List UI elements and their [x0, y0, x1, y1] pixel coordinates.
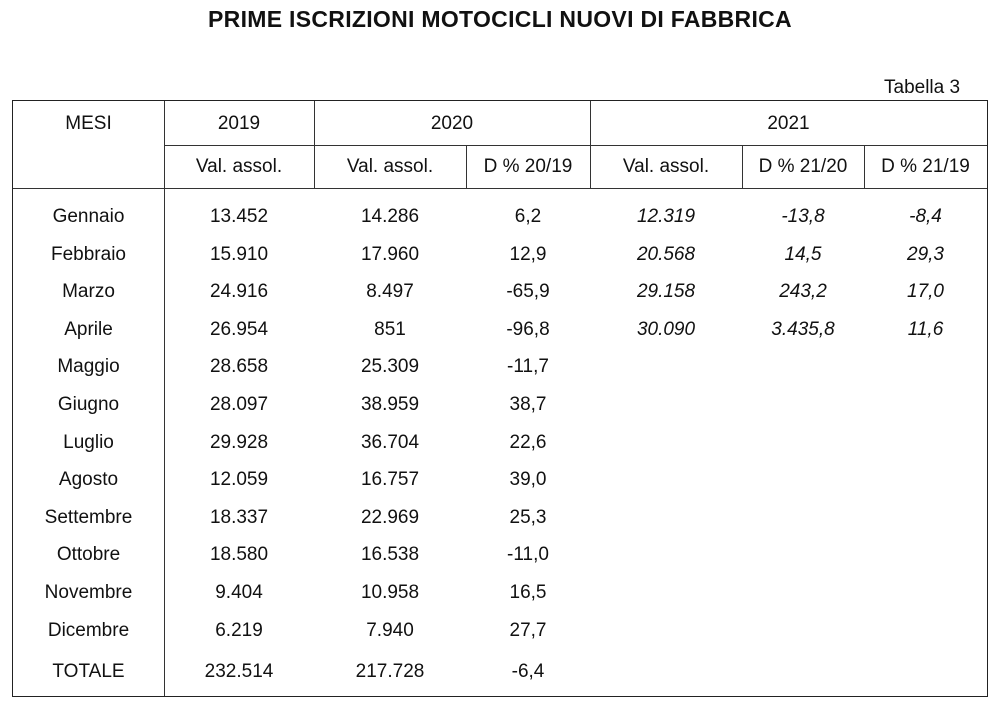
cell-2020-val: 38.959: [360, 394, 420, 415]
cell-2020-val: 16.757: [360, 469, 420, 491]
cell-2020-val: 36.704: [360, 431, 420, 453]
subheader-val-assol-2020: Val. assol.: [346, 156, 434, 177]
data-table: [12, 100, 988, 697]
cell-mese: Dicembre: [47, 619, 130, 641]
cell-2021-delta-2119: 29,3: [907, 243, 944, 265]
cell-2020-delta: 22,6: [509, 431, 547, 453]
cell-mese: Gennaio: [52, 206, 125, 227]
cell-mese: Giugno: [57, 394, 120, 415]
cell-2021-delta-2119: 11,6: [907, 318, 944, 340]
cell-2021-delta-2120: 3.435,8: [771, 318, 835, 340]
row-divider: [164, 145, 987, 146]
cell-2021-delta-2120: 14,5: [784, 243, 822, 265]
cell-mese: Ottobre: [56, 544, 121, 566]
cell-2019-val: 18.337: [209, 506, 269, 528]
header-2019: 2019: [217, 113, 261, 134]
subheader-val-assol-2021: Val. assol.: [622, 156, 710, 177]
cell-mese: Aprile: [64, 318, 113, 340]
cell-2021-delta-2119: 17,0: [907, 281, 944, 303]
cell-mese: Luglio: [63, 431, 114, 453]
cell-2020-val: 7.940: [366, 619, 414, 641]
cell-2021-delta-2120: 243,2: [779, 281, 827, 303]
cell-mese: Maggio: [57, 356, 120, 378]
cell-2020-delta: 25,3: [509, 506, 547, 528]
cell-2019-val: 9.404: [215, 582, 263, 603]
cell-2020-delta: 38,7: [509, 394, 547, 415]
cell-2020-delta: 16,5: [509, 582, 547, 603]
cell-2020-delta: -11,0: [507, 544, 549, 566]
cell-2020-delta: 27,7: [509, 619, 547, 641]
cell-2020-val: 22.969: [360, 506, 420, 528]
cell-2021-delta-2120: -13,8: [781, 206, 825, 227]
header-bottom-line: [13, 188, 987, 189]
cell-2019-val: 15.910: [209, 243, 269, 265]
cell-2020-val: 14.286: [360, 206, 420, 227]
cell-2019-val: 24.916: [209, 281, 269, 303]
cell-2020-delta: -11,7: [507, 356, 549, 378]
cell-2019-val: 28.097: [209, 394, 269, 415]
cell-2020-val: 16.538: [360, 544, 420, 566]
cell-2020-val: 10.958: [360, 582, 420, 603]
cell-2019-val: 26.954: [209, 318, 269, 340]
cell-2021-val: 12.319: [636, 206, 696, 227]
cell-mese: Febbraio: [51, 243, 126, 265]
cell-2021-val: 29.158: [636, 281, 696, 303]
totale-cell-2019-val: 232.514: [204, 661, 274, 682]
totale-cell-2020-delta: -6,4: [511, 661, 545, 682]
cell-2021-val: 20.568: [636, 243, 696, 265]
cell-2020-delta: 39,0: [509, 469, 547, 491]
subheader-delta-21-20: D % 21/20: [758, 156, 848, 177]
cell-mese: Settembre: [44, 506, 133, 528]
table-label: Tabella 3: [884, 77, 961, 98]
cell-2020-delta: -96,8: [506, 318, 550, 340]
cell-2019-val: 29.928: [209, 431, 269, 453]
cell-2021-val: 30.090: [636, 318, 696, 340]
page-title: PRIME ISCRIZIONI MOTOCICLI NUOVI DI FABBRICA: [208, 6, 792, 32]
cell-2020-delta: 12,9: [509, 243, 547, 265]
cell-2020-delta: -65,9: [506, 281, 550, 303]
cell-2020-val: 25.309: [360, 356, 420, 378]
cell-mese: Marzo: [62, 281, 115, 303]
cell-2020-delta: 6,2: [514, 206, 542, 227]
subheader-delta-21-19: D % 21/19: [881, 156, 970, 177]
cell-2019-val: 12.059: [209, 469, 269, 491]
cell-mese: Novembre: [44, 582, 133, 603]
totale-cell-2020-val: 217.728: [355, 661, 425, 682]
cell-2021-delta-2119: -8,4: [909, 206, 942, 227]
cell-2019-val: 28.658: [209, 356, 269, 378]
cell-2020-val: 17.960: [360, 243, 420, 265]
totale-cell-mese: TOTALE: [52, 661, 125, 682]
cell-2019-val: 13.452: [209, 206, 269, 227]
header-2021: 2021: [767, 113, 810, 134]
subheader-delta-20-19: D % 20/19: [483, 156, 573, 177]
header-mesi: MESI: [65, 113, 112, 134]
cell-2020-val: 8.497: [366, 281, 414, 303]
header-2020: 2020: [430, 113, 474, 134]
cell-2019-val: 18.580: [209, 544, 269, 566]
cell-2020-val: 851: [374, 318, 406, 340]
cell-2019-val: 6.219: [215, 619, 263, 641]
cell-mese: Agosto: [58, 469, 119, 491]
subheader-val-assol-2019: Val. assol.: [195, 156, 283, 177]
